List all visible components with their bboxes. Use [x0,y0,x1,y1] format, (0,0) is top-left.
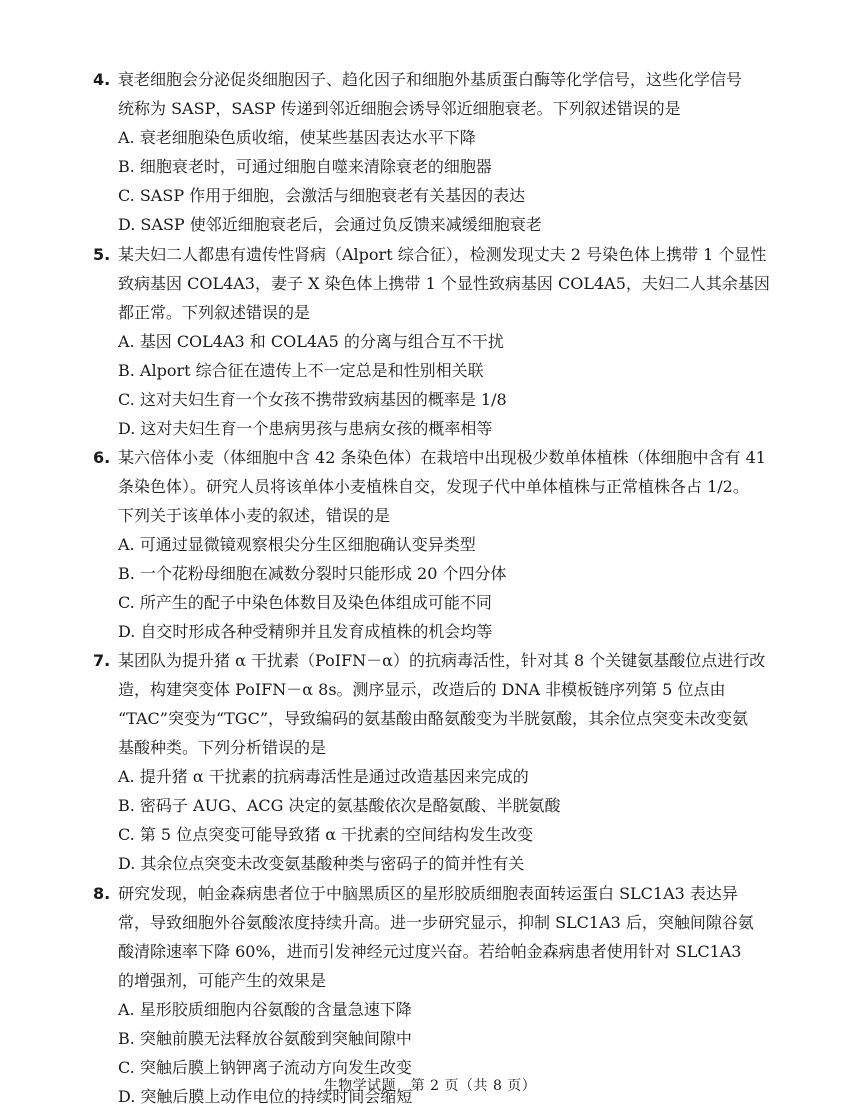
option-a: A. 星形胶质细胞内谷氨酸的含量急速下降 [118,1000,412,1019]
question-6 [93,443,805,646]
page-footer: 生物学试题 第 2 页（共 8 页） [323,1078,537,1094]
question-4 [93,65,805,239]
option-b: B. 突触前膜无法释放谷氨酸到突触间隙中 [118,1029,412,1048]
option-b: B. Alport 综合征在遗传上不一定总是和性别相关联 [118,361,484,380]
option-b: B. 密码子 AUG、ACG 决定的氨基酸依次是酪氨酸、半胱氨酸 [118,796,561,815]
option-b: B. 一个花粉母细胞在减数分裂时只能形成 20 个四分体 [118,564,507,583]
option-d: D. 这对夫妇生育一个患病男孩与患病女孩的概率相等 [118,419,493,438]
question-stem-line: 基酸种类。下列分析错误的是 [118,738,327,757]
question-stem-line: 研究发现，帕金森病患者位于中脑黑质区的星形胶质细胞表面转运蛋白 SLC1A3 表达异 [118,884,738,903]
option-c: C. 突触后膜上钠钾离子流动方向发生改变 [118,1058,412,1077]
question-stem-line: 统称为 SASP，SASP 传递到邻近细胞会诱导邻近细胞衰老。下列叙述错误的是 [118,99,681,118]
question-number: 5. [93,245,111,264]
option-c: C. 所产生的配子中染色体数目及染色体组成可能不同 [118,593,492,612]
option-d: D. 其余位点突变未改变氨基酸种类与密码子的简并性有关 [118,854,525,873]
question-7 [93,646,805,878]
question-stem-line: 某六倍体小麦（体细胞中含 42 条染色体）在栽培中出现极少数单体植株（体细胞中含有 41 [118,448,766,467]
question-number: 6. [93,448,111,467]
option-d: D. 自交时形成各种受精卵并且发育成植株的机会均等 [118,622,493,641]
question-number: 8. [93,884,111,903]
question-stem-line: 某团队为提升猪 α 干扰素（PoIFN－α）的抗病毒活性，针对其 8 个关键氨基酸位点进行改 [118,651,766,670]
option-d: D. 突触后膜上动作电位的持续时间会缩短 [118,1087,413,1106]
question-stem-line: 都正常。下列叙述错误的是 [118,303,311,322]
question-number: 4. [93,70,111,89]
question-number: 7. [93,651,111,670]
option-c: C. 这对夫妇生育一个女孩不携带致病基因的概率是 1/8 [118,390,507,409]
option-a: A. 基因 COL4A3 和 COL4A5 的分离与组合互不干扰 [118,332,504,351]
option-a: A. 可通过显微镜观察根尖分生区细胞确认变异类型 [118,535,476,554]
question-5 [93,240,805,443]
question-stem-line: 酸清除速率下降 60%，进而引发神经元过度兴奋。若给帕金森病患者使用针对 SLC1A3 [118,942,742,961]
question-stem-line: 某夫妇二人都患有遗传性肾病（Alport 综合征），检测发现丈夫 2 号染色体上携带 1 个显性 [118,245,767,264]
option-c: C. 第 5 位点突变可能导致猪 α 干扰素的空间结构发生改变 [118,825,534,844]
option-a: A. 提升猪 α 干扰素的抗病毒活性是通过改造基因来完成的 [118,767,529,786]
question-stem-line: 衰老细胞会分泌促炎细胞因子、趋化因子和细胞外基质蛋白酶等化学信号，这些化学信号 [118,70,743,89]
option-b: B. 细胞衰老时，可通过细胞自噬来清除衰老的细胞器 [118,157,492,176]
option-a: A. 衰老细胞染色质收缩，使某些基因表达水平下降 [118,128,476,147]
question-stem-line: 造，构建突变体 PoIFN－α 8s。测序显示，改造后的 DNA 非模板链序列第 5 位点由 [118,680,726,699]
question-stem-line: 常，导致细胞外谷氨酸浓度持续升高。进一步研究显示，抑制 SLC1A3 后，突触间隙谷氨 [118,913,754,932]
question-stem-line: 致病基因 COL4A3，妻子 X 染色体上携带 1 个显性致病基因 COL4A5，夫妇二人其余基因 [118,274,770,293]
option-c: C. SASP 作用于细胞，会激活与细胞衰老有关基因的表达 [118,186,526,205]
question-stem-line: 下列关于该单体小麦的叙述，错误的是 [118,506,391,525]
option-d: D. SASP 使邻近细胞衰老后，会通过负反馈来减缓细胞衰老 [118,215,542,234]
question-stem-line: “TAC”突变为“TGC”，导致编码的氨基酸由酪氨酸变为半胱氨酸，其余位点突变未改变氨 [118,709,749,728]
question-stem-line: 的增强剂，可能产生的效果是 [118,971,327,990]
question-stem-line: 条染色体）。研究人员将该单体小麦植株自交，发现子代中单体植株与正常植株各占 1/2。 [118,477,749,496]
